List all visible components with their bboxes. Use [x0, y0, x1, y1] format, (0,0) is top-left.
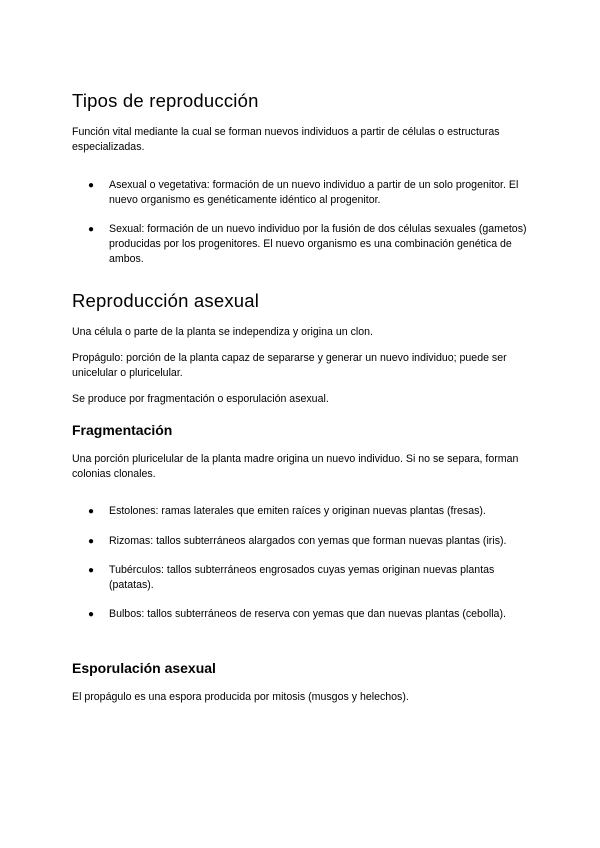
list-item-sexual	[90, 222, 530, 267]
bullet-icon: ●	[88, 536, 95, 547]
paragraph-esporulacion: El propágulo es una espora producida por mitosis (musgos y helechos).	[72, 691, 409, 703]
paragraph-intro: Función vital mediante la cual se forman nuevos individuos a partir de células o estructuras especializadas.	[72, 126, 500, 153]
paragraph-propagulo: Propágulo: porción de la planta capaz de separarse y generar un nuevo individuo; puede ser unicelular o pluricelular.	[72, 352, 507, 379]
heading-esporulacion-asexual: Esporulación asexual	[72, 660, 216, 676]
heading-reproduccion-asexual: Reproducción asexual	[72, 290, 260, 311]
list-item-text: Rizomas: tallos subterráneos alargados con yemas que forman nuevas plantas (iris).	[109, 535, 507, 547]
list-item-rizomas	[90, 534, 530, 549]
paragraph-fragmentacion-esporulacion: Se produce por fragmentación o esporulación asexual.	[72, 393, 329, 405]
list-item-text: Sexual: formación de un nuevo individuo por la fusión de dos células sexuales (gametos) producidas por los progenitores. El nuevo organismo es una combinación genética de ambos.	[109, 223, 527, 265]
list-item-asexual	[90, 178, 530, 208]
bullet-icon: ●	[88, 565, 95, 576]
bullet-icon: ●	[88, 180, 95, 191]
heading-tipos-reproduccion: Tipos de reproducción	[72, 90, 259, 111]
heading-fragmentacion: Fragmentación	[72, 422, 173, 438]
list-item-text: Asexual o vegetativa: formación de un nuevo individuo a partir de un solo progenitor. El nuevo organismo es genéticamente idéntico al progenitor.	[109, 179, 519, 206]
list-item-tuberculos	[90, 563, 530, 593]
list-item-text: Bulbos: tallos subterráneos de reserva con yemas que dan nuevas plantas (cebolla).	[109, 608, 506, 620]
list-item-bulbos	[90, 607, 530, 622]
bullet-icon: ●	[88, 506, 95, 517]
bullet-icon: ●	[88, 224, 95, 235]
list-item-text: Estolones: ramas laterales que emiten raíces y originan nuevas plantas (fresas).	[109, 505, 486, 517]
paragraph-fragmentacion-intro: Una porción pluricelular de la planta madre origina un nuevo individuo. Si no se separa, forman colonias clonales.	[72, 453, 519, 480]
paragraph-clon: Una célula o parte de la planta se independiza y origina un clon.	[72, 326, 373, 338]
bullet-icon: ●	[88, 609, 95, 620]
list-item-text: Tubérculos: tallos subterráneos engrosados cuyas yemas originan nuevas plantas (patatas).	[109, 564, 495, 591]
list-item-estolones	[90, 504, 530, 519]
